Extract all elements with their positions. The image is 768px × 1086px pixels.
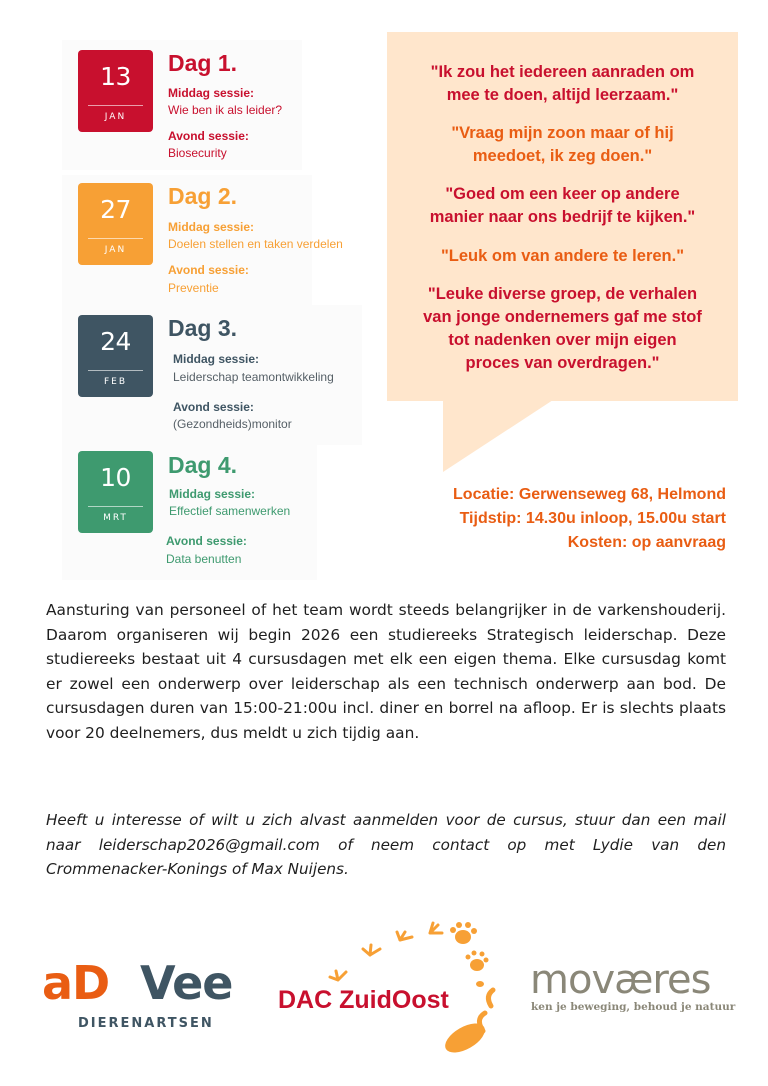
avond-label: Avond sessie:	[168, 129, 249, 143]
avond-session: (Gezondheids)monitor	[173, 417, 292, 431]
quote-line: "Leuk om van andere te leren."	[440, 247, 685, 265]
movaeres-logo	[528, 955, 738, 1015]
advee-dierenartsen-logo	[40, 955, 250, 1035]
calendar-month: MRT	[103, 513, 128, 523]
quote-line: mee te doen, altijd leerzaam."	[446, 86, 679, 104]
calendar-date-badge	[78, 315, 153, 397]
testimonial-quote	[387, 245, 738, 268]
calendar-divider	[88, 238, 143, 239]
testimonial-quote	[387, 283, 738, 375]
day-title: Dag 3.	[168, 315, 238, 341]
calendar-day: 10	[100, 463, 131, 492]
testimonial-quote	[387, 61, 738, 107]
middag-label: Middag sessie:	[169, 487, 256, 501]
calendar-day: 24	[100, 327, 131, 356]
paw-prints-icon	[450, 922, 489, 987]
quote-line: meedoet, ik zeg doen."	[472, 147, 653, 165]
day-4-panel	[62, 440, 317, 580]
day-2-panel	[62, 175, 343, 305]
middag-session: Doelen stellen en taken verdelen	[168, 237, 343, 251]
avond-session: Biosecurity	[168, 146, 227, 160]
quote-line: van jonge ondernemers gaf me stof	[423, 308, 702, 326]
hoof-print-icon	[440, 1017, 489, 1055]
movaeres-tagline: ken je beweging, behoud je natuur	[531, 1001, 736, 1013]
advee-subtitle: DIERENARTSEN	[78, 1016, 214, 1031]
calendar-month: FEB	[103, 377, 128, 387]
calendar-date-badge	[78, 183, 153, 265]
cost-info: Kosten: op aanvraag	[567, 534, 726, 551]
contact-paragraph: Heeft u interesse of wilt u zich alvast aanmelden voor de cursus, stuur dan een mail naar leiderschap2026@gmail.com of neem contact op met Lydie van den Crommenacker-Konings of Max Nuijens.	[46, 811, 726, 879]
testimonial-quote	[387, 122, 738, 168]
time-info: Tijdstip: 14.30u inloop, 15.00u start	[459, 510, 726, 527]
calendar-month: JAN	[104, 112, 127, 122]
calendar-month: JAN	[104, 245, 127, 255]
advee-word-left: aD	[42, 956, 110, 1010]
quote-line: manier naar ons bedrijf te kijken."	[429, 208, 696, 226]
bird-tracks-icon	[330, 923, 442, 980]
testimonial-quote	[387, 183, 738, 229]
day-3-panel	[62, 305, 362, 445]
dac-zuidoost-logo	[270, 920, 500, 1055]
quote-line: "Vraag mijn zoon maar of hij	[451, 124, 674, 142]
avond-label: Avond sessie:	[168, 263, 249, 277]
advee-logo-mark	[40, 955, 250, 1035]
quote-line: "Ik zou het iedereen aanraden om	[430, 63, 695, 81]
quote-line: tot nadenken over mijn eigen	[448, 331, 677, 349]
day-title: Dag 4.	[168, 452, 238, 478]
avond-session: Preventie	[168, 281, 219, 295]
calendar-date-badge	[78, 451, 153, 533]
day-1-panel	[62, 40, 302, 170]
day-title: Dag 2.	[168, 183, 238, 209]
day-title: Dag 1.	[168, 50, 238, 76]
location-info: Locatie: Gerwenseweg 68, Helmond	[453, 486, 726, 503]
avond-label: Avond sessie:	[173, 400, 254, 414]
calendar-day: 13	[100, 62, 131, 91]
description-paragraph: Aansturing van personeel of het team wordt steeds belangrijker in de varkenshouderij. Daarom organiseren wij begin 2026 een studiereeks Strategisch leiderschap. Deze studiereeks bestaat uit 4 cursusdagen met elk een eigen thema. Elke cursusdag komt er zowel een onderwerp over leiderschap als een technisch onderwerp aan bod. De cursusdagen duren van 15:00-21:00u incl. diner en borrel na afloop. Er is slechts plaats voor 20 deelnemers, dus meldt u zich tijdig aan.	[46, 601, 726, 742]
speech-bubble-tail	[443, 400, 553, 472]
middag-label: Middag sessie:	[168, 220, 255, 234]
quote-line: "Goed om een keer op andere	[445, 185, 680, 203]
movaeres-name: moværes	[530, 957, 711, 1003]
quote-line: proces van overdragen."	[465, 354, 660, 372]
movaeres-logo-mark	[528, 955, 738, 1015]
dac-logo-mark	[270, 920, 500, 1055]
calendar-day: 27	[100, 195, 131, 224]
calendar-divider	[88, 105, 143, 106]
calendar-divider	[88, 506, 143, 507]
middag-session: Leiderschap teamontwikkeling	[173, 370, 334, 384]
avond-session: Data benutten	[166, 552, 242, 566]
avond-label: Avond sessie:	[166, 534, 247, 548]
calendar-date-badge	[78, 50, 153, 132]
calendar-divider	[88, 370, 143, 371]
advee-word-right: Vee	[140, 956, 233, 1010]
middag-session: Effectief samenwerken	[169, 504, 291, 518]
middag-label: Middag sessie:	[168, 86, 255, 100]
middag-label: Middag sessie:	[173, 352, 260, 366]
dac-logo-text: DAC ZuidOost	[278, 986, 449, 1014]
middag-session: Wie ben ik als leider?	[168, 103, 283, 117]
quote-line: "Leuke diverse groep, de verhalen	[427, 285, 698, 303]
